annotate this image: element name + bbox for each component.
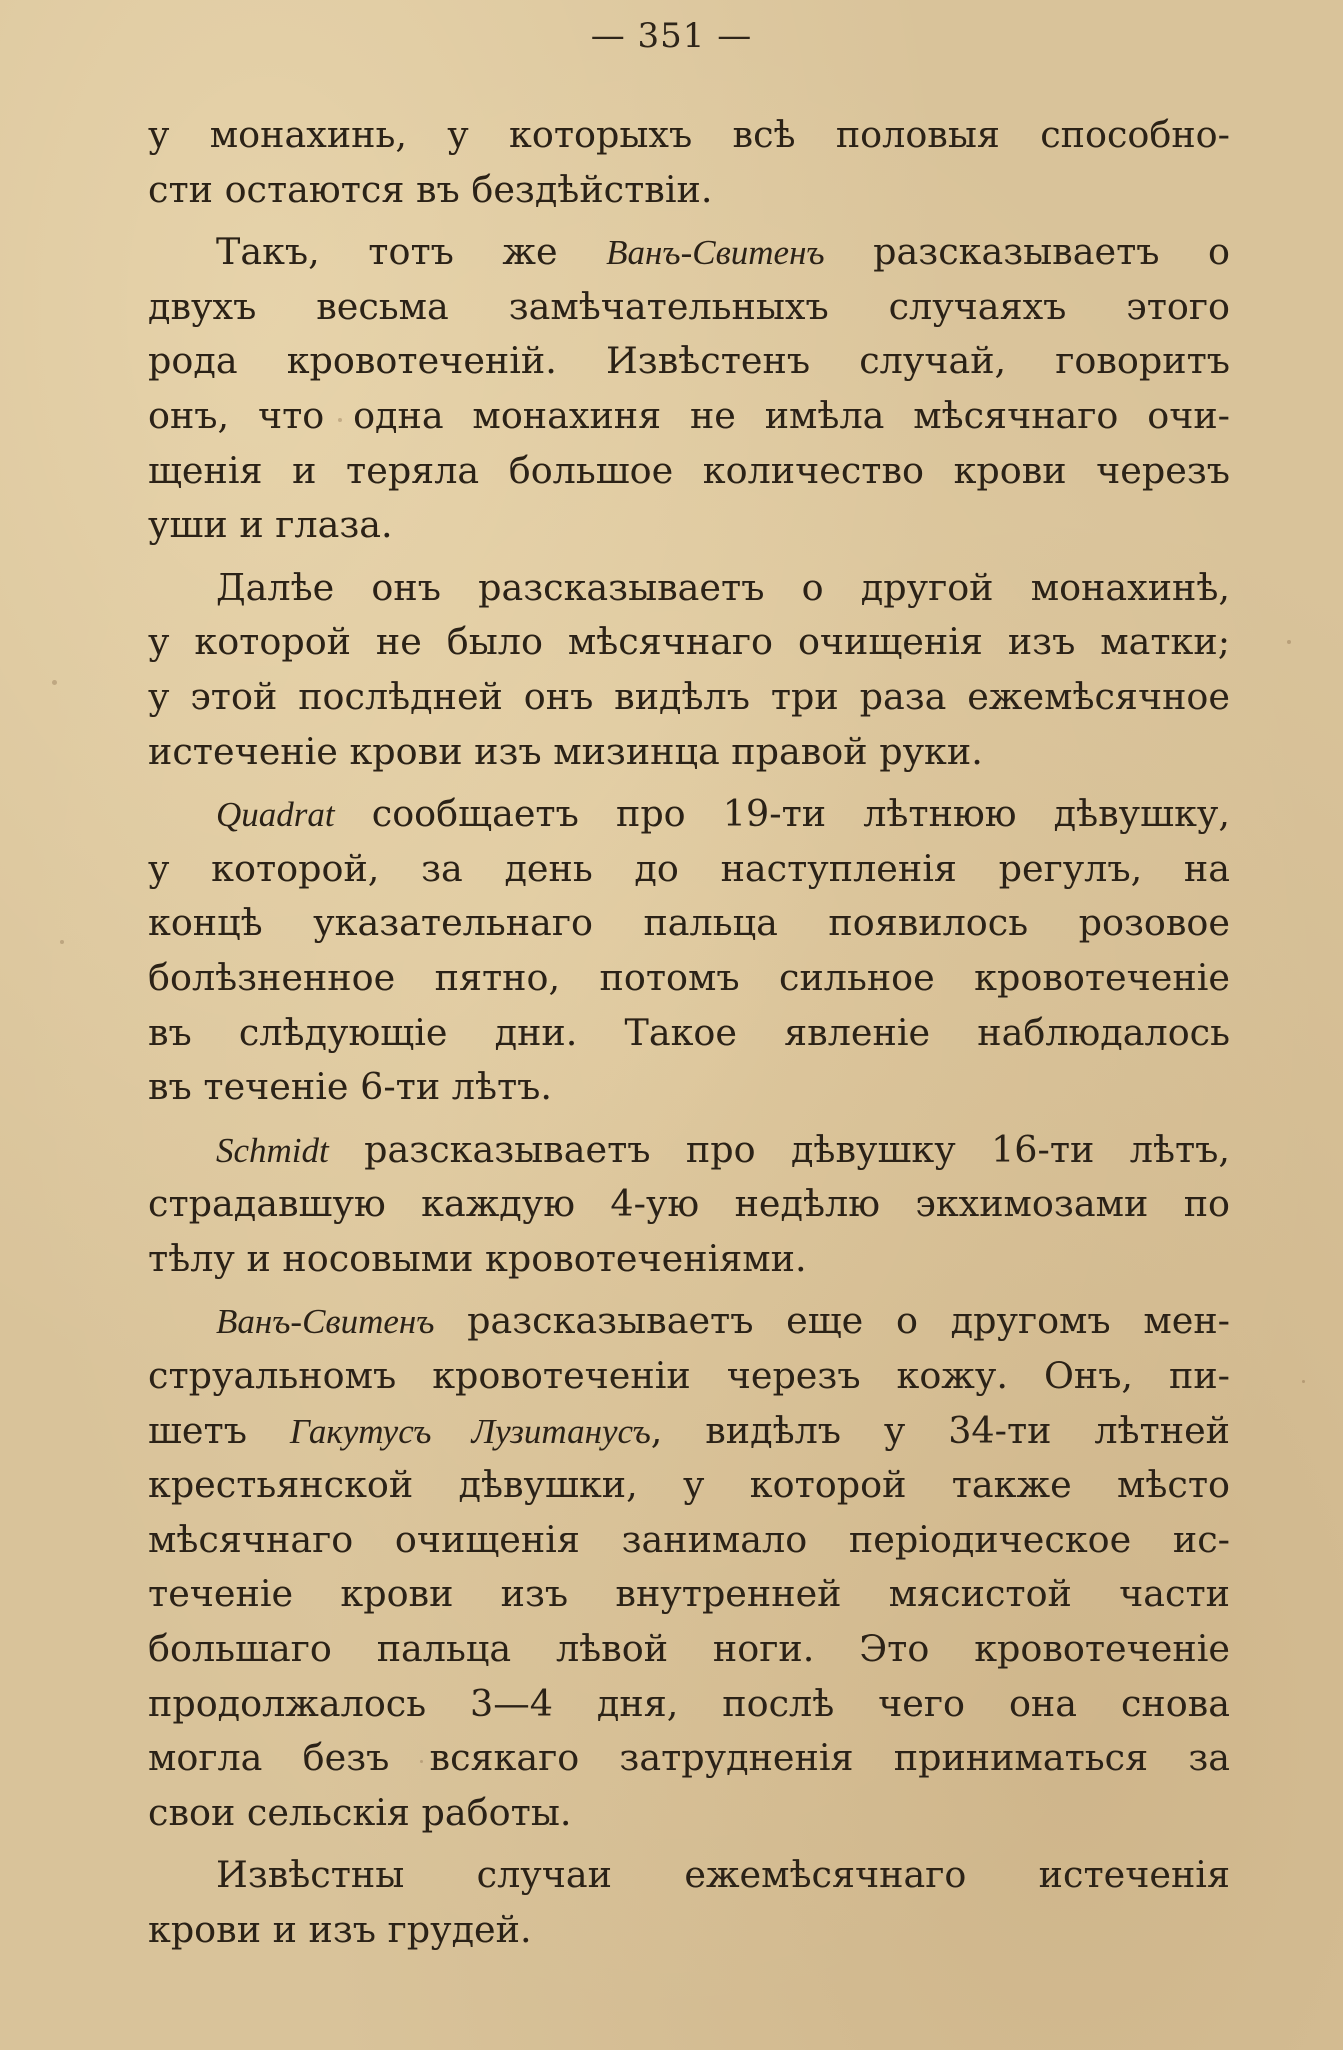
paper-speck — [338, 418, 342, 422]
text-line — [148, 225, 1230, 280]
text-line: уши и глаза. — [148, 503, 393, 547]
text-run: разсказываетъ еще о другомъ мен- — [434, 1299, 1230, 1343]
text-line — [148, 787, 1230, 842]
text-run: Такъ, тотъ же — [216, 230, 607, 274]
paragraph-gap — [148, 1115, 1230, 1123]
paper-speck — [1302, 1380, 1305, 1383]
text-line: концѣ указательнаго пальца появилось розовое — [148, 901, 1230, 945]
text-line: струальномъ кровотеченiи черезъ кожу. Онъ, пи- — [148, 1354, 1230, 1398]
text-line — [148, 1123, 1230, 1178]
text-line: у этой послѣдней онъ видѣлъ три раза ежемѣсячное — [148, 674, 1230, 718]
text-line: рода кровотеченiй. Извѣстенъ случай, говоритъ — [148, 339, 1230, 383]
text-line: большаго пальца лѣвой ноги. Это кровотеченiе — [148, 1627, 1230, 1671]
text-line: Далѣе онъ разсказываетъ о другой монахинѣ, — [216, 565, 1230, 609]
paper-speck — [60, 940, 64, 944]
text-line: онъ, что одна монахиня не имѣла мѣсячнаго очи- — [148, 393, 1230, 437]
text-line — [148, 1294, 1230, 1349]
paragraph-gap — [148, 217, 1230, 225]
text-line — [148, 1404, 1230, 1459]
text-line: двухъ весьма замѣчательныхъ случаяхъ этого — [148, 284, 1230, 328]
paragraph-gap — [148, 779, 1230, 787]
paragraph-gap — [148, 553, 1230, 561]
text-line: щенiя и теряла большое количество крови черезъ — [148, 448, 1230, 492]
text-line: тѣлу и носовыми кровотеченiями. — [148, 1236, 807, 1280]
text-line: теченiе крови изъ внутренней мясистой части — [148, 1572, 1230, 1616]
text-line: у которой не было мѣсячнаго очищенiя изъ матки; — [148, 620, 1230, 664]
body-text — [148, 108, 1230, 1958]
text-line: сти остаются въ бездѣйствiи. — [148, 167, 713, 211]
author-name-italic: Schmidt — [216, 1130, 329, 1170]
text-line: у которой, за день до наступленiя регулъ, на — [148, 846, 1230, 890]
page-number: — 351 — — [590, 16, 753, 56]
text-line: крови и изъ грудей. — [148, 1908, 532, 1951]
paragraph-gap — [148, 1840, 1230, 1848]
paper-speck — [52, 680, 57, 685]
text-run: , видѣлъ у 34-ти лѣтней — [650, 1408, 1231, 1452]
text-run: разсказываетъ про дѣвушку 16-ти лѣтъ, — [328, 1127, 1230, 1171]
text-line: продолжалось 3—4 дня, послѣ чего она снова — [148, 1681, 1230, 1725]
text-line: свои сельскiя работы. — [148, 1790, 572, 1834]
text-line: мѣсячнаго очищенiя занимало перiодическое ис- — [148, 1517, 1230, 1561]
author-name-italic: Гакутусъ Лузитанусъ — [289, 1411, 651, 1451]
text-line: страдавшую каждую 4-ую недѣлю экхимозами по — [148, 1182, 1230, 1226]
author-name-italic: Ванъ-Свитенъ — [606, 233, 825, 273]
author-name-italic: Quadrat — [216, 795, 335, 835]
text-line: въ теченiе 6-ти лѣтъ. — [148, 1065, 552, 1109]
paragraph-gap — [148, 1286, 1230, 1294]
text-line: крестьянской дѣвушки, у которой также мѣсто — [148, 1463, 1230, 1507]
text-line: у монахинь, у которыхъ всѣ половыя способно- — [148, 113, 1230, 156]
text-line: могла безъ всякаго затрудненiя приниматься за — [148, 1736, 1230, 1780]
paper-speck — [1287, 640, 1291, 644]
text-run: шетъ — [148, 1408, 290, 1452]
paper-speck — [420, 1760, 423, 1763]
author-name-italic: Ванъ-Свитенъ — [216, 1302, 435, 1342]
text-line: истеченiе крови изъ мизинца правой руки. — [148, 729, 983, 773]
text-run: сообщаетъ про 19-ти лѣтнюю дѣвушку, — [334, 792, 1230, 836]
text-line: въ слѣдующiе дни. Такое явленiе наблюдалось — [148, 1010, 1230, 1054]
text-line: болѣзненное пятно, потомъ сильное кровотеченiе — [148, 955, 1230, 999]
text-line: Извѣстны случаи ежемѣсячнаго истеченiя — [216, 1853, 1230, 1897]
text-run: разсказываетъ о — [824, 230, 1231, 274]
